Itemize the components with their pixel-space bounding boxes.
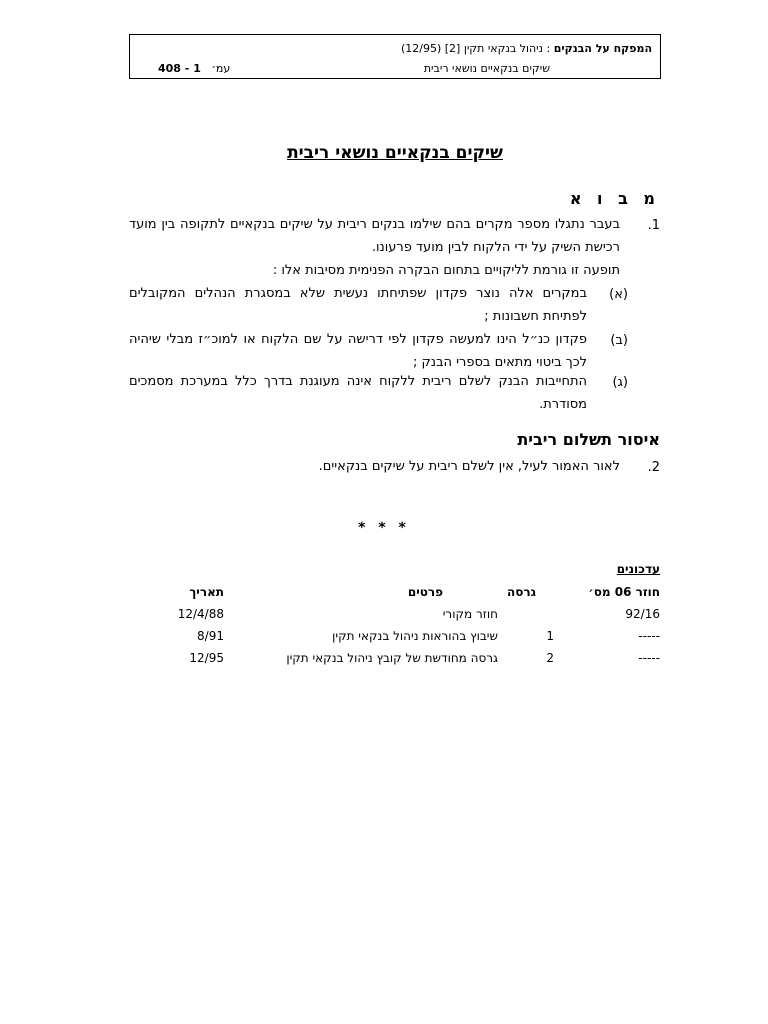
updates-row-1-circular: 92/16 [625, 607, 660, 621]
header-subtitle: שיקים בנקאיים נושאי ריבית [423, 62, 550, 75]
section-separator: * * * [358, 520, 410, 536]
updates-row-3-version: 2 [546, 651, 554, 665]
header-doc: : ניהול בנקאי תקין [2] (12/95) [400, 42, 551, 55]
section-title-intro: מ ב ו א [569, 189, 660, 208]
updates-row-1-date: 12/4/88 [177, 607, 224, 621]
updates-row-2-date: 8/91 [197, 629, 224, 643]
updates-row-2-circular: ----- [638, 629, 660, 643]
list-item-label-c: (ג) [612, 375, 628, 390]
updates-row-3-circular: ----- [638, 651, 660, 665]
list-item-a: במקרים אלה נוצר פקדון שפתיחתו נעשית שלא במסגרת הנהלים המקובלים לפתיחת חשבונות ; [129, 286, 587, 324]
section-title-prohibition: איסור תשלום ריבית [517, 430, 660, 449]
list-item-c: התחייבות הבנק לשלם ריבית ללקוח אינה מעוגנת בדרך כלל במערכת מסמכים מסודרת. [129, 374, 587, 412]
updates-row-2-version: 1 [546, 629, 554, 643]
list-item-label-b: (ב) [610, 333, 628, 348]
header-line-2 [138, 62, 652, 78]
updates-row-2-details: שיבוץ בהוראות ניהול בנקאי תקין [332, 629, 498, 643]
header-line-1 [401, 42, 652, 55]
updates-row-1-details: חוזר מקורי [442, 607, 498, 621]
header-page-label: עמ׳ [211, 62, 231, 75]
header-page-value: 1 - 408 [158, 62, 201, 75]
list-item-label-a: (א) [609, 287, 628, 302]
page-header [129, 34, 661, 79]
document-title: שיקים בנקאיים נושאי ריבית [287, 143, 503, 163]
updates-row-3-details: גרסה מחודשת של קובץ ניהול בנקאי תקין [286, 651, 498, 665]
paragraph-2-text: לאור האמור לעיל, אין לשלם ריבית על שיקים בנקאיים. [318, 459, 620, 474]
header-org: המפקח על הבנקים [553, 42, 652, 55]
updates-header-details: פרטים [407, 585, 443, 599]
paragraph-1-text: בעבר נתגלו מספר מקרים בהם שילמו בנקים ריבית על שיקים בנקאיים לתקופה בין מועד רכישת השיק על ידי הלקוח לבין מועד פרעונו. [129, 217, 620, 255]
paragraph-number-2: 2. [647, 460, 660, 475]
updates-row-3-date: 12/95 [189, 651, 224, 665]
paragraph-number-1: 1. [647, 218, 660, 233]
updates-title: עדכונים [616, 562, 660, 576]
updates-header-circular: חוזר 06 מס׳ [588, 585, 660, 599]
updates-header-date: תאריך [189, 585, 224, 599]
header-page [158, 62, 230, 75]
list-item-b: פקדון כנ״ל הינו למעשה פקדון לפי דרישה על שם הלקוח או למוכ״ז מבלי שיהיה לכך ביטוי מתאים בספרי הבנק ; [129, 332, 587, 370]
paragraph-1-continuation: תופעה זו גורמת לליקויים בתחום הבקרה הפנימית מסיבות אלו : [272, 263, 620, 278]
updates-header-version: גרסה [507, 585, 536, 599]
